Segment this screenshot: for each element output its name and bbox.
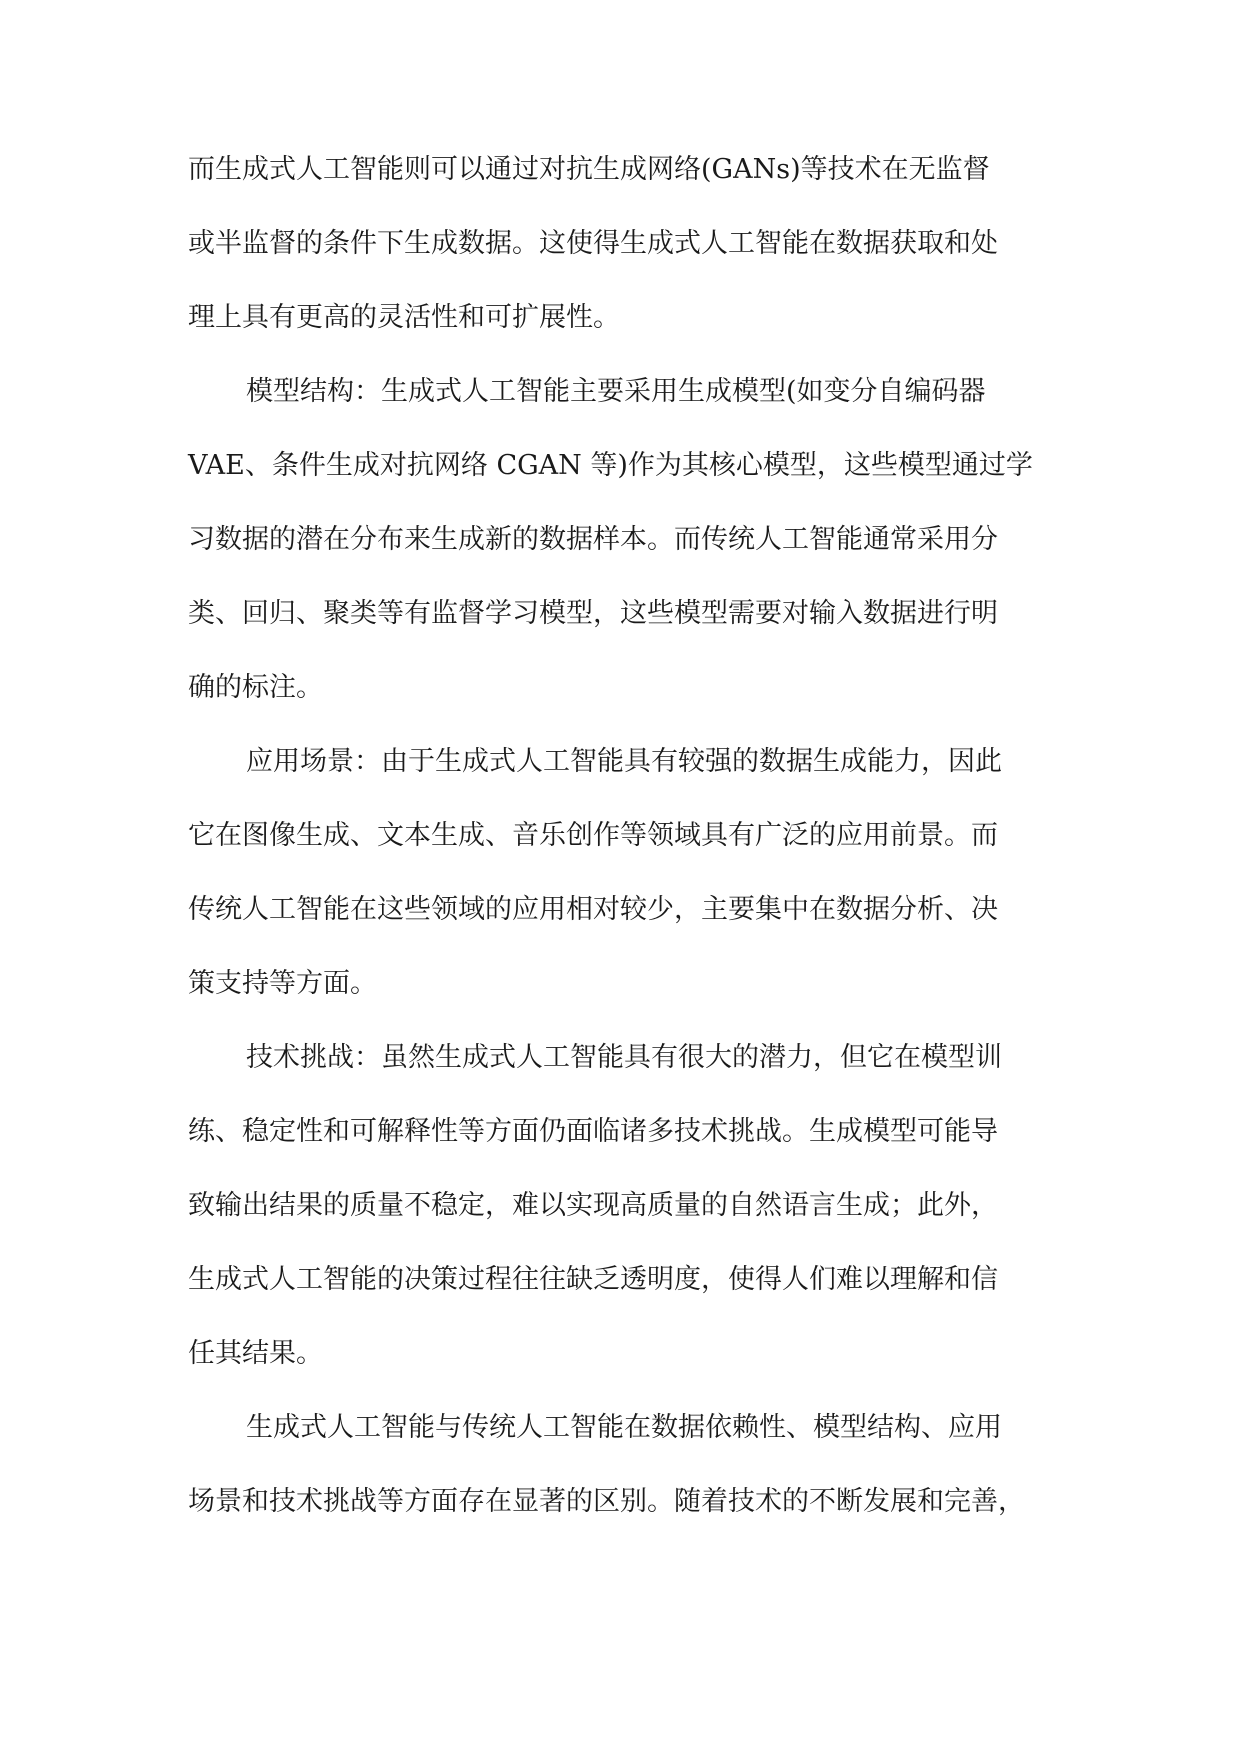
text-line: 应用场景：由于生成式人工智能具有较强的数据生成能力，因此 xyxy=(246,746,1002,777)
text-line: 技术挑战：虽然生成式人工智能具有很大的潜力，但它在模型训 xyxy=(246,1042,1002,1073)
text-line: 模型结构：生成式人工智能主要采用生成模型(如变分自编码器 xyxy=(246,376,986,407)
text-line: 任其结果。 xyxy=(188,1338,323,1369)
text-line: 练、稳定性和可解释性等方面仍面临诸多技术挑战。生成模型可能导 xyxy=(188,1116,998,1147)
text-line: 策支持等方面。 xyxy=(188,968,377,999)
text-line: 致输出结果的质量不稳定，难以实现高质量的自然语言生成；此外， xyxy=(188,1190,998,1221)
text-line: 生成式人工智能的决策过程往往缺乏透明度，使得人们难以理解和信 xyxy=(188,1264,998,1295)
text-line: 生成式人工智能与传统人工智能在数据依赖性、模型结构、应用 xyxy=(246,1412,1002,1443)
text-line: 确的标注。 xyxy=(188,672,323,703)
body-text xyxy=(188,145,1058,1551)
text-line: 传统人工智能在这些领域的应用相对较少，主要集中在数据分析、决 xyxy=(188,894,998,925)
text-line: 习数据的潜在分布来生成新的数据样本。而传统人工智能通常采用分 xyxy=(188,524,998,555)
text-line: 类、回归、聚类等有监督学习模型，这些模型需要对输入数据进行明 xyxy=(188,598,998,629)
text-line: 它在图像生成、文本生成、音乐创作等领域具有广泛的应用前景。而 xyxy=(188,820,998,851)
text-line: 而生成式人工智能则可以通过对抗生成网络(GANs)等技术在无监督 xyxy=(188,154,990,185)
text-line: 或半监督的条件下生成数据。这使得生成式人工智能在数据获取和处 xyxy=(188,228,998,259)
text-line: 理上具有更高的灵活性和可扩展性。 xyxy=(188,302,620,333)
text-line: 场景和技术挑战等方面存在显著的区别。随着技术的不断发展和完善， xyxy=(188,1486,1025,1517)
text-line: VAE、条件生成对抗网络 CGAN 等)作为其核心模型，这些模型通过学 xyxy=(188,450,1033,481)
